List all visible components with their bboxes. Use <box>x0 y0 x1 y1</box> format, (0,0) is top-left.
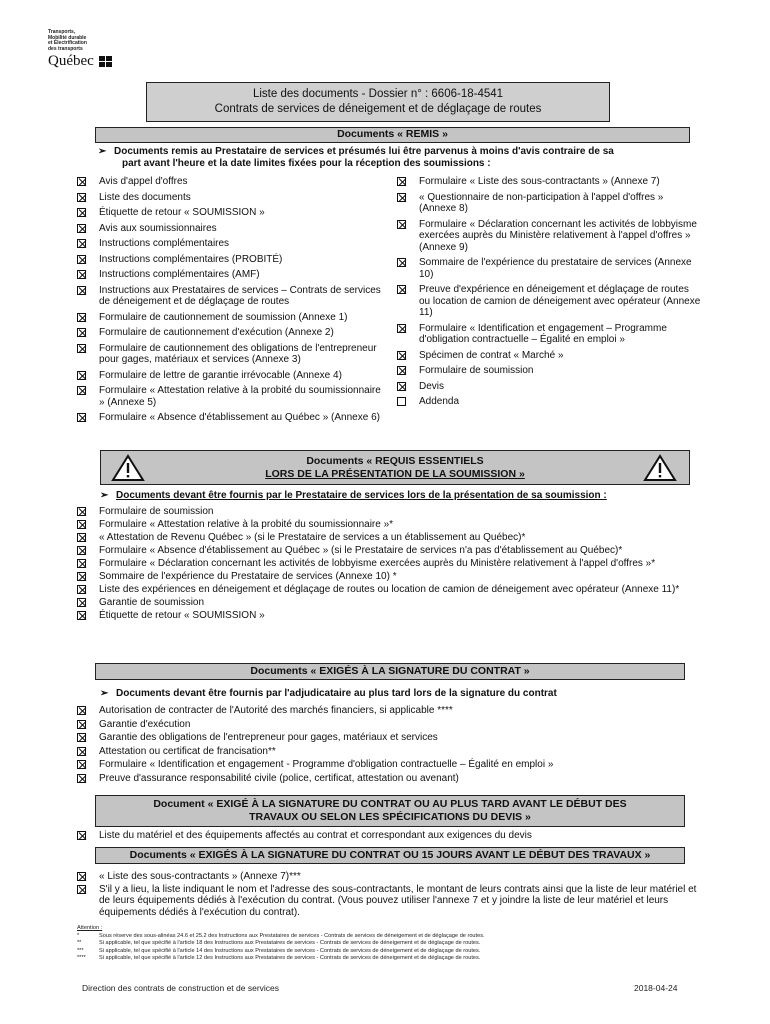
checklist-item-label: Spécimen de contrat « Marché » <box>419 349 564 361</box>
checklist-item <box>77 746 702 758</box>
checklist-item-label: Formulaire « Déclaration concernant les activités de lobbyisme exercées auprès du Ministère relativement à l'appel d'offres » (Annexe 9) <box>419 218 697 253</box>
devis-list <box>77 830 702 842</box>
remis-left-list <box>77 176 389 428</box>
checked-box-icon[interactable] <box>77 239 86 248</box>
checked-box-icon[interactable] <box>77 706 86 715</box>
checked-box-icon[interactable] <box>77 208 86 217</box>
attention-title: Attention : <box>77 925 103 931</box>
section-header-remis: Documents « REMIS » <box>95 127 690 143</box>
checklist-item <box>397 176 702 188</box>
checklist-item <box>77 532 702 544</box>
checklist-item-label: Formulaire « Attestation relative à la probité du soumissionnaire »* <box>99 519 394 530</box>
checklist-item <box>77 610 702 622</box>
checked-box-icon[interactable] <box>77 872 86 881</box>
checklist-item <box>77 545 702 557</box>
quebec-wordmark: Québec <box>48 53 94 69</box>
checklist-item <box>77 871 702 883</box>
checklist-item-label: Addenda <box>419 396 460 407</box>
checklist-item-label: S'il y a lieu, la liste indiquant le nom et l'adresse des sous-contractants, le montant de leurs contrats ainsi que la liste de leur matériel et de leurs équipements dédiés à l'exécution du contrat. (Vous pouvez utiliser l'annexe 7 et y joindre la liste de leur matériel et leurs équipements dédiés à l'exécution du contrat). <box>99 883 697 918</box>
checked-box-icon[interactable] <box>77 774 86 783</box>
checklist-item-label: Étiquette de retour « SOUMISSION » <box>99 610 265 621</box>
checklist-item-label: « Liste des sous-contractants » (Annexe 7)*** <box>99 871 301 882</box>
checklist-item <box>77 519 702 531</box>
fleur-de-lis-icon <box>99 56 112 67</box>
checklist-item-label: Formulaire « Liste des sous-contractants » (Annexe 7) <box>419 176 660 187</box>
checked-box-icon[interactable] <box>77 885 86 894</box>
footnote: **** Si applicable, tel que spécifié à l'article 12 des Instructions aux Prestataires de services - Contrats de services de déneigement et de déglaçage de routes. <box>77 955 481 961</box>
checklist-item-label: Formulaire « Absence d'établissement au Québec » (si le Prestataire de services n'a pas d'établissement au Québec)* <box>99 545 623 556</box>
checklist-item <box>77 370 389 382</box>
checked-box-icon[interactable] <box>397 366 406 375</box>
checklist-item-label: Garantie d'exécution <box>99 718 191 730</box>
checked-box-icon[interactable] <box>397 258 406 267</box>
checklist-item <box>397 396 702 408</box>
footer-date: 2018-04-24 <box>634 983 678 993</box>
checklist-item-label: Instructions complémentaires <box>99 238 230 249</box>
attention-notes <box>77 925 697 963</box>
checklist-item <box>397 192 702 215</box>
checked-box-icon[interactable] <box>77 507 86 516</box>
checklist-item-label: Sommaire de l'expérience du Prestataire de services (Annexe 10) * <box>99 571 397 582</box>
checked-box-icon[interactable] <box>77 520 86 529</box>
checked-box-icon[interactable] <box>77 747 86 756</box>
checklist-item-label: Instructions complémentaires (AMF) <box>99 269 260 280</box>
checklist-item-label: Liste des documents <box>99 191 191 203</box>
section-header-15-jours: Documents « EXIGÉS À LA SIGNATURE DU CONTRAT OU 15 JOURS AVANT LE DÉBUT DES TRAVAUX » <box>95 847 685 864</box>
document-title: Liste des documents - Dossier n° : 6606-18-4541 <box>252 88 504 100</box>
checklist-item <box>77 343 389 366</box>
checked-box-icon[interactable] <box>397 193 406 202</box>
document-subtitle: Contrats de services de déneigement et de déglaçage de routes <box>214 103 542 115</box>
requis-list <box>77 506 702 623</box>
checklist-item-label: Liste du matériel et des équipements affectés au contrat et correspondant aux exigences du devis <box>99 830 532 841</box>
checked-box-icon[interactable] <box>77 831 86 840</box>
checklist-item-label: Garantie des obligations de l'entrepreneur pour gages, matériaux et services <box>99 732 438 743</box>
checklist-item <box>77 558 702 570</box>
checklist-item-label: Instructions complémentaires (PROBITÉ) <box>99 253 283 265</box>
checklist-item <box>77 830 702 842</box>
checklist-item-label: Formulaire « Identification et engagement - Programme d'obligation contractuelle – Égalité en emploi » <box>99 759 554 770</box>
checked-box-icon[interactable] <box>77 733 86 742</box>
footnote: ** Si applicable, tel que spécifié à l'article 18 des Instructions aux Prestataires de services - Contrats de services de déneigement et de déglaçage de routes. <box>77 940 481 946</box>
checklist-item <box>77 238 389 250</box>
quinze-list <box>77 871 702 919</box>
checked-box-icon[interactable] <box>77 533 86 542</box>
checked-box-icon[interactable] <box>77 546 86 555</box>
checklist-item-label: Autorisation de contracter de l'Autorité des marchés financiers, si applicable **** <box>99 705 453 716</box>
checklist-item <box>77 732 702 744</box>
remis-right-list <box>397 176 702 412</box>
checked-box-icon[interactable] <box>77 611 86 620</box>
checklist-item-label: Formulaire de cautionnement de soumission (Annexe 1) <box>99 311 348 323</box>
checklist-item <box>397 365 702 377</box>
warning-icon <box>643 454 677 482</box>
checklist-item <box>397 323 702 346</box>
footer-department: Direction des contrats de construction et de services <box>82 983 280 993</box>
checklist-item-label: « Questionnaire de non-participation à l'appel d'offres » (Annexe 8) <box>419 191 664 214</box>
checklist-item-label: Formulaire « Absence d'établissement au Québec » (Annexe 6) <box>99 412 380 423</box>
checked-box-icon[interactable] <box>397 351 406 360</box>
checklist-item-label: Formulaire de cautionnement des obligations de l'entrepreneur pour gages, matériaux et services (Annexe 3) <box>99 342 377 365</box>
checked-box-icon[interactable] <box>77 559 86 568</box>
requis-intro: ➢ Documents devant être fournis par le Prestataire de services lors de la présentation de sa soumission : <box>100 490 607 501</box>
checklist-item <box>77 571 702 583</box>
section-header-signature: Documents « EXIGÉS À LA SIGNATURE DU CONTRAT » <box>95 663 685 680</box>
checked-box-icon[interactable] <box>77 255 86 264</box>
checklist-item <box>77 312 389 324</box>
checklist-item-label: Attestation ou certificat de francisation** <box>99 745 276 757</box>
checklist-item <box>397 257 702 280</box>
checked-box-icon[interactable] <box>77 328 86 337</box>
checklist-item <box>77 719 702 731</box>
ministry-name: Transports, Mobilité durable et Électrification des transports <box>48 29 87 52</box>
footnote: *** Si applicable, tel que spécifié à l'article 14 des Instructions aux Prestataires de services - Contrats de services de déneigement et de déglaçage de routes. <box>77 947 481 954</box>
checklist-item <box>77 192 389 204</box>
checklist-item <box>397 381 702 393</box>
checked-box-icon[interactable] <box>77 177 86 186</box>
checklist-item <box>77 285 389 308</box>
checklist-item <box>77 705 702 717</box>
checklist-item-label: Formulaire « Déclaration concernant les activités de lobbyisme exercées auprès du Ministère relativement à l'appel d'offres »* <box>99 558 656 569</box>
signature-intro: ➢ Documents devant être fournis par l'adjudicataire au plus tard lors de la signature du contrat <box>100 688 557 699</box>
checklist-item-label: Formulaire « Identification et engagement – Programme d'obligation contractuelle – Égalité en emploi » <box>419 322 667 345</box>
checklist-item <box>77 269 389 281</box>
checklist-item-label: Avis aux soumissionnaires <box>99 222 217 234</box>
document-title-box <box>146 82 610 122</box>
checked-box-icon[interactable] <box>77 386 86 395</box>
checklist-item <box>77 759 702 771</box>
arrow-bullet-icon: ➢ <box>98 146 107 157</box>
checklist-item-label: Instructions aux Prestataires de services – Contrats de services de déneigement et de déglaçage de routes <box>99 284 381 307</box>
arrow-bullet-icon: ➢ <box>100 688 109 699</box>
checklist-item-label: Formulaire « Attestation relative à la probité du soumissionnaire » (Annexe 5) <box>99 385 381 408</box>
checked-box-icon[interactable] <box>77 286 86 295</box>
checklist-item <box>77 385 389 408</box>
empty-checkbox-icon[interactable] <box>397 397 406 406</box>
checklist-item-label: Sommaire de l'expérience du prestataire de services (Annexe 10) <box>419 257 692 280</box>
section-header-requis: Documents « REQUIS ESSENTIELS LORS DE LA PRÉSENTATION DE LA SOUMISSION » <box>100 450 690 485</box>
checklist-item <box>77 773 702 785</box>
checklist-item-label: Preuve d'expérience en déneigement et déglaçage de routes ou location de camion de déneigement avec opérateur (Annexe 11) <box>419 284 701 318</box>
checklist-item <box>77 597 702 609</box>
checklist-item-label: Formulaire de soumission <box>99 506 214 517</box>
checklist-item <box>77 254 389 266</box>
checked-box-icon[interactable] <box>77 313 86 322</box>
checklist-item <box>77 412 389 424</box>
footnote: * Sous réserve des sous-alinéas 24.6 et 25.2 des Instructions aux Prestataires de services - Contrats de services de déneigement et de déglaçage de routes. <box>77 932 485 939</box>
checklist-item-label: Formulaire de cautionnement d'exécution (Annexe 2) <box>99 327 334 338</box>
checklist-item <box>77 327 389 339</box>
checklist-item-label: Formulaire de soumission <box>419 365 534 376</box>
checklist-item <box>397 350 702 362</box>
checked-box-icon[interactable] <box>77 371 86 380</box>
quebec-logo <box>48 30 138 70</box>
checklist-item <box>77 506 702 518</box>
checked-box-icon[interactable] <box>77 720 86 729</box>
checked-box-icon[interactable] <box>77 572 86 581</box>
checked-box-icon[interactable] <box>77 585 86 594</box>
checklist-item <box>77 884 702 919</box>
checklist-item-label: « Attestation de Revenu Québec » (si le Prestataire de services a un établissement au Québec)* <box>99 532 526 543</box>
signature-list <box>77 705 702 786</box>
checked-box-icon[interactable] <box>77 598 86 607</box>
checklist-item-label: Avis d'appel d'offres <box>99 176 188 187</box>
checked-box-icon[interactable] <box>397 177 406 186</box>
section-header-devis: Document « EXIGÉ À LA SIGNATURE DU CONTRAT OU AU PLUS TARD AVANT LE DÉBUT DES TRAVAUX OU SELON LES SPÉCIFICATIONS DU DEVIS » <box>95 795 685 827</box>
checklist-item <box>77 207 389 219</box>
checked-box-icon[interactable] <box>397 382 406 391</box>
checked-box-icon[interactable] <box>397 220 406 229</box>
checklist-item-label: Devis <box>419 380 445 392</box>
checked-box-icon[interactable] <box>77 270 86 279</box>
checked-box-icon[interactable] <box>397 324 406 333</box>
remis-intro: ➢ Documents remis au Prestataire de services et présumés lui être parvenus à moins d'avis contraire de sa part avant l'heure et la date limites fixées pour la réception des soumissions : <box>98 146 614 169</box>
checked-box-icon[interactable] <box>77 760 86 769</box>
checked-box-icon[interactable] <box>397 285 406 294</box>
checked-box-icon[interactable] <box>77 224 86 233</box>
checklist-item <box>77 176 389 188</box>
checklist-item <box>77 223 389 235</box>
checklist-item-label: Preuve d'assurance responsabilité civile (police, certificat, attestation ou avenant) <box>99 772 459 784</box>
arrow-bullet-icon: ➢ <box>100 490 109 501</box>
checklist-item <box>397 284 702 319</box>
checklist-item <box>397 219 702 254</box>
checked-box-icon[interactable] <box>77 344 86 353</box>
checklist-item-label: Garantie de soumission <box>99 597 205 608</box>
checked-box-icon[interactable] <box>77 413 86 422</box>
checked-box-icon[interactable] <box>77 193 86 202</box>
checklist-item-label: Formulaire de lettre de garantie irrévocable (Annexe 4) <box>99 369 342 381</box>
checklist-item <box>77 584 702 596</box>
checklist-item-label: Liste des expériences en déneigement et déglaçage de routes ou location de camion de déneigement avec opérateur (Annexe 11)* <box>99 584 680 595</box>
checklist-item-label: Étiquette de retour « SOUMISSION » <box>99 207 265 218</box>
